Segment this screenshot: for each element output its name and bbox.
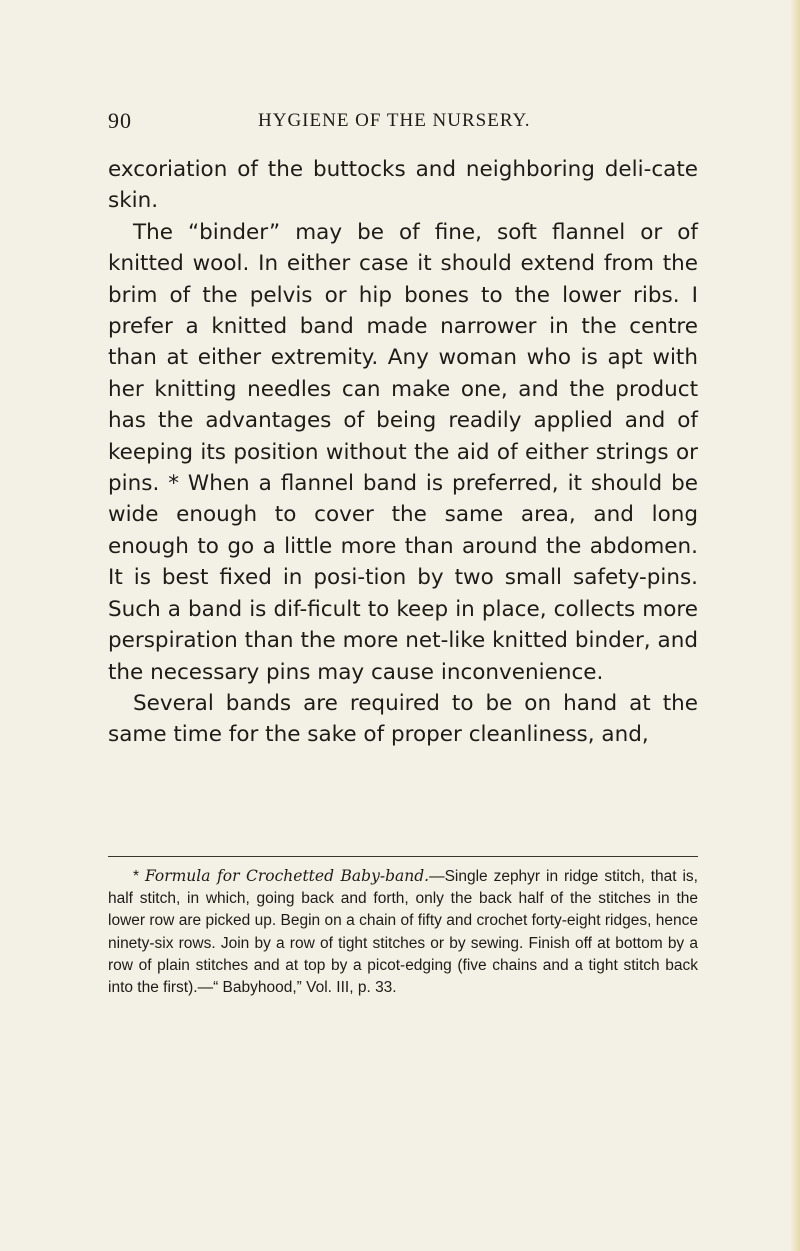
footnote [108,865,698,999]
footnote-marker: * [133,868,140,885]
footnote-text: —Single zephyr in ridge stitch, that is, half stitch, in which, going back and forth, only the back half of the stitches in the lower row are picked up. Begin on a chain of fifty and crochet forty-eight ridges, hence ninety-six rows. Join by a row of tight stitches or by sewing. Finish off at bottom by a row of plain stitches and at top by a picot-edging (five chains and a tight stitch back into the first).—“ Babyhood,” Vol. III, p. 33. [108,868,698,997]
footnote-rule [108,856,698,857]
page-edge [790,0,800,1251]
paragraph: The “binder” may be of fine, soft flannel or of knitted wool. In either case it should extend from the brim of the pelvis or hip bones to the lower ribs. I prefer a knitted band made narrower in the centre than at either extremity. Any woman who is apt with her knitting needles can make one, and the product has the advantages of being readily applied and of keeping its position without the aid of either strings or pins. * When a flannel band is preferred, it should be wide enough to cover the same area, and long enough to go a little more than around the abdomen. It is best fixed in posi-tion by two small safety-pins. Such a band is dif-ficult to keep in place, collects more perspiration than the more net-like knitted binder, and the necessary pins may cause inconvenience. [108,219,698,685]
body-text [108,154,698,751]
paragraph: Several bands are required to be on hand at the same time for the sake of proper cleanliness, and, [108,690,698,748]
running-head: HYGIENE OF THE NURSERY. [258,110,531,131]
footnote-title: Formula for Crochetted Baby-band. [144,867,430,885]
page-number: 90 [108,108,132,133]
paragraph: excoriation of the buttocks and neighboring deli-cate skin. [108,157,698,214]
